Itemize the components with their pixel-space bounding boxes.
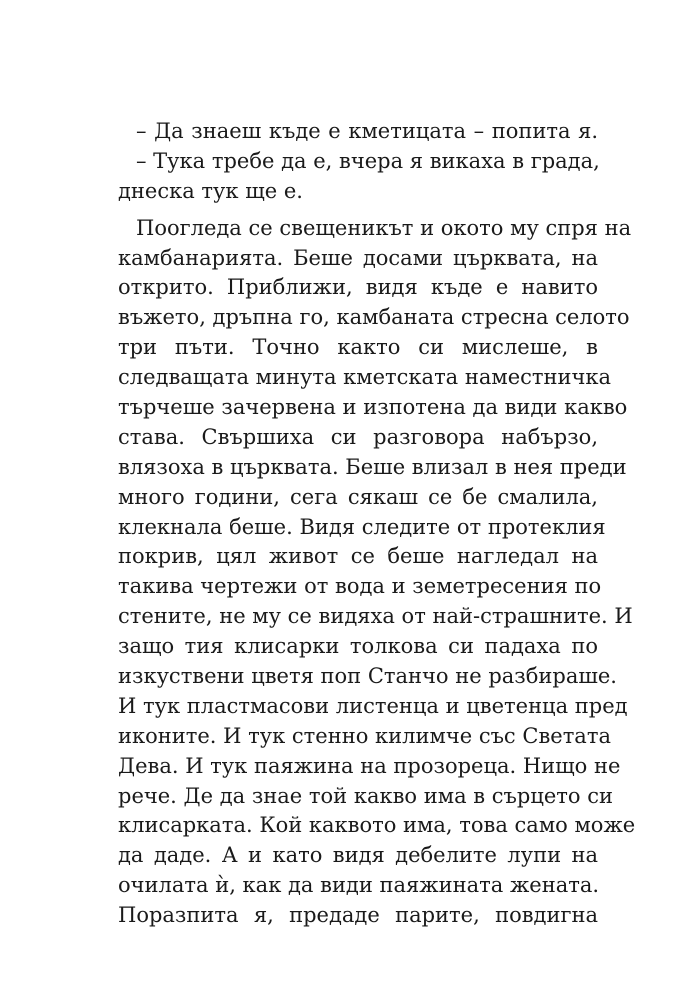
text-line: такива чертежи от вода и земетресения по	[118, 574, 602, 599]
text-line: днеска тук ще е.	[118, 178, 303, 203]
text-line: защо тия клисарки толкова си падаха по	[118, 634, 598, 659]
text-line: следващата минута кметската наместничка	[118, 365, 612, 390]
text-line: Дева. И тук паяжина на прозореца. Нищо не	[118, 753, 621, 778]
text-line: влязоха в църквата. Беше влизал в нея преди	[118, 454, 627, 479]
text-line: И тук пластмасови листенца и цветенца пред	[118, 693, 628, 718]
paragraph-gap	[118, 207, 598, 214]
text-line: клисарката. Кой каквото има, това само може	[118, 813, 636, 838]
text-line: – Тука требе да е, вчера я викаха в града,	[136, 148, 600, 173]
page-body-text	[118, 117, 636, 931]
text-line: покрив, цял живот се беше нагледал на	[118, 544, 598, 569]
text-line: става. Свършиха си разговора набързо,	[118, 424, 598, 449]
text-line: въжето, дръпна го, камбаната стресна селото	[118, 305, 630, 330]
text-line: три пъти. Точно както си мислеше, в	[118, 335, 598, 360]
text-line: Поогледа се свещеникът и окото му спря на	[136, 215, 632, 240]
text-line: изкуствени цветя поп Станчо не разбираше.	[118, 664, 617, 689]
text-line: клекнала беше. Видя следите от протеклия	[118, 514, 606, 539]
text-line: стените, не му се видяха от най-страшните. И	[118, 604, 633, 629]
text-line: – Да знаеш къде е кметицата – попита я.	[136, 119, 598, 143]
text-line: Поразпита я, предаде парите, повдигна	[118, 903, 598, 928]
text-line: камбанарията. Беше досами църквата, на	[118, 245, 598, 270]
text-line: иконите. И тук стенно килимче със Светата	[118, 723, 611, 748]
text-line: да даде. А и като видя дебелите лупи на	[118, 843, 598, 868]
text-line: много години, сега сякаш се бе смалила,	[118, 484, 598, 509]
text-line: рече. Де да знае той какво има в сърцето си	[118, 783, 613, 808]
text-line: търчеше зачервена и изпотена да види какво	[118, 395, 628, 420]
text-line: очилата ѝ, как да види паяжината жената.	[118, 873, 600, 898]
text-line: открито. Приближи, видя къде е навито	[118, 275, 598, 300]
